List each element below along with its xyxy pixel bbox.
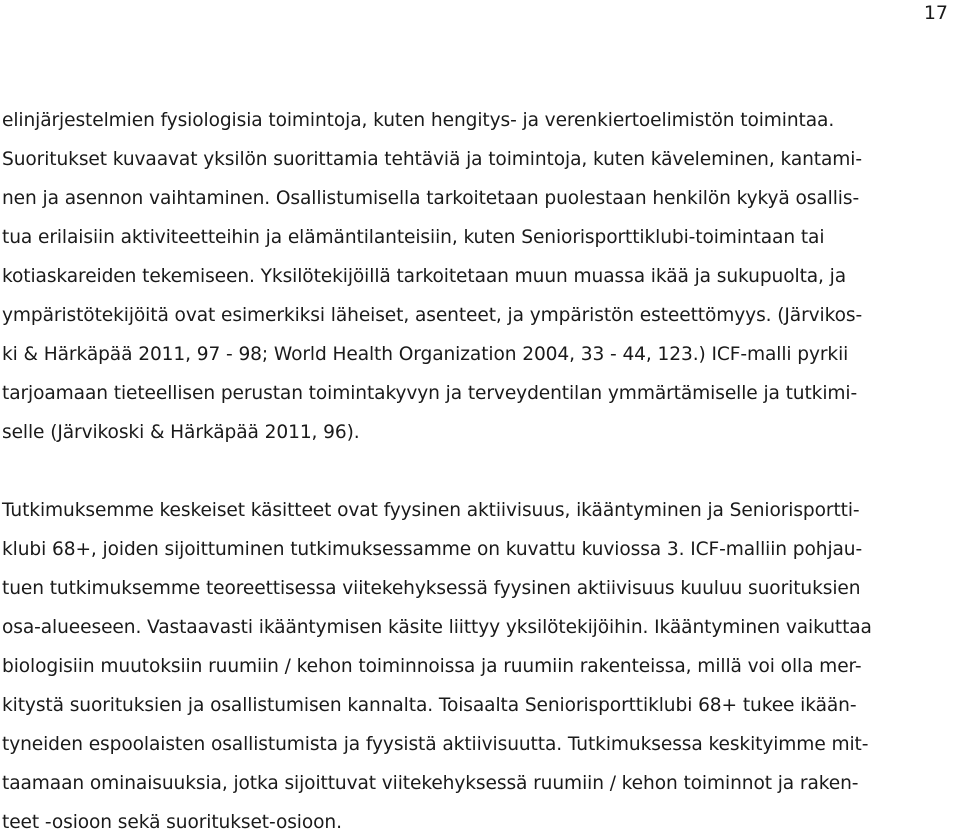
text-line: tuen tutkimuksemme teoreettisessa viitekehyksessä fyysinen aktiivisuus kuuluu suorituksien <box>2 578 861 599</box>
text-line: tua erilaisiin aktiviteetteihin ja elämäntilanteisiin, kuten Seniorisporttiklubi-toimintaan tai <box>2 227 825 248</box>
text-line: kitystä suorituksien ja osallistumisen kannalta. Toisaalta Seniorisporttiklubi 68+ tukee ikään- <box>2 695 857 716</box>
text-line: klubi 68+, joiden sijoittuminen tutkimuksessamme on kuvattu kuviossa 3. ICF-malliin pohjau- <box>2 539 863 560</box>
text-line: ympäristötekijöitä ovat esimerkiksi läheiset, asenteet, ja ympäristön esteettömyys. (Järvikos- <box>2 305 863 326</box>
text-line: elinjärjestelmien fysiologisia toimintoja, kuten hengitys- ja verenkiertoelimistön toimintaa. <box>2 110 835 131</box>
text-line: Suoritukset kuvaavat yksilön suorittamia tehtäviä ja toimintoja, kuten käveleminen, kantami- <box>2 149 862 170</box>
text-line: kotiaskareiden tekemiseen. Yksilötekijöillä tarkoitetaan muun muassa ikää ja sukupuolta, ja <box>2 266 847 287</box>
text-line: Tutkimuksemme keskeiset käsitteet ovat fyysinen aktiivisuus, ikääntyminen ja Seniorisportti- <box>2 500 860 521</box>
text-line: osa-alueeseen. Vastaavasti ikääntymisen käsite liittyy yksilötekijöihin. Ikääntyminen vaikuttaa <box>2 617 872 638</box>
text-line: ki & Härkäpää 2011, 97 - 98; World Health Organization 2004, 33 - 44, 123.) ICF-malli pyrkii <box>2 344 849 365</box>
text-line: biologisiin muutoksiin ruumiin / kehon toiminnoissa ja ruumiin rakenteissa, millä voi olla mer- <box>2 656 862 677</box>
text-line: selle (Järvikoski & Härkäpää 2011, 96). <box>2 422 360 443</box>
text-line: tyneiden espoolaisten osallistumista ja fyysistä aktiivisuutta. Tutkimuksessa keskityimme mit- <box>2 734 869 755</box>
text-line: taamaan ominaisuuksia, jotka sijoittuvat viitekehyksessä ruumiin / kehon toiminnot ja raken- <box>2 773 859 794</box>
text-line: tarjoamaan tieteellisen perustan toimintakyvyn ja terveydentilan ymmärtämiselle ja tutkimi- <box>2 383 858 404</box>
text-line: nen ja asennon vaihtaminen. Osallistumisella tarkoitetaan puolestaan henkilön kykyä osallis- <box>2 188 860 209</box>
text-line: teet -osioon sekä suoritukset-osioon. <box>2 812 342 833</box>
page-number: 17 <box>923 2 948 24</box>
